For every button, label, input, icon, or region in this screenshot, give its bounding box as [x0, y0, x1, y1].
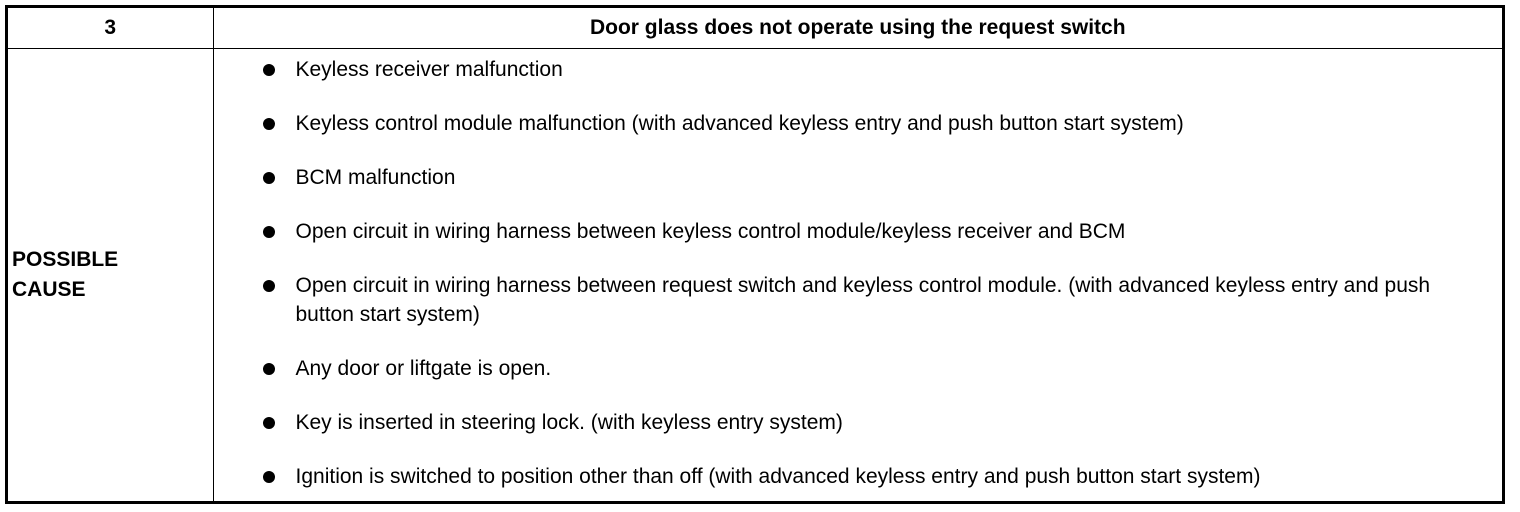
cause-text: Keyless receiver malfunction — [295, 57, 563, 81]
step-number: 3 — [8, 8, 213, 48]
step-title: Door glass does not operate using the request switch — [213, 8, 1502, 48]
possible-cause-list — [214, 49, 1503, 491]
cause-text: Keyless control module malfunction (with advanced keyless entry and push button start system) — [295, 111, 1184, 135]
list-item — [214, 217, 1503, 246]
list-item — [214, 354, 1503, 383]
cause-text: Open circuit in wiring harness between keyless control module/keyless receiver and BCM — [295, 219, 1126, 243]
list-item — [214, 163, 1503, 192]
list-item — [214, 271, 1503, 329]
bullet-icon — [263, 280, 275, 292]
list-item — [214, 462, 1503, 491]
cause-text: Key is inserted in steering lock. (with keyless entry system) — [295, 410, 843, 434]
list-item — [214, 109, 1503, 138]
cause-text: Any door or liftgate is open. — [295, 356, 552, 380]
list-item — [214, 55, 1503, 84]
possible-cause-list-cell — [213, 48, 1502, 501]
bullet-icon — [263, 363, 275, 375]
bullet-icon — [263, 64, 275, 76]
cause-text: Ignition is switched to position other than off (with advanced keyless entry and push button start system) — [295, 464, 1261, 488]
list-item — [214, 408, 1503, 437]
possible-cause-row — [8, 48, 1502, 501]
header-row — [8, 8, 1502, 48]
possible-cause-label: POSSIBLE CAUSE — [12, 247, 119, 301]
bullet-icon — [263, 471, 275, 483]
bullet-icon — [263, 118, 275, 130]
cause-text: Open circuit in wiring harness between request switch and keyless control module. (with advanced keyless entry and push button start system) — [295, 273, 1431, 326]
troubleshooting-table-frame — [5, 5, 1505, 504]
bullet-icon — [263, 417, 275, 429]
bullet-icon — [263, 226, 275, 238]
bullet-icon — [263, 172, 275, 184]
possible-cause-label-cell — [8, 48, 213, 501]
cause-text: BCM malfunction — [295, 165, 456, 189]
troubleshooting-table — [8, 8, 1502, 501]
